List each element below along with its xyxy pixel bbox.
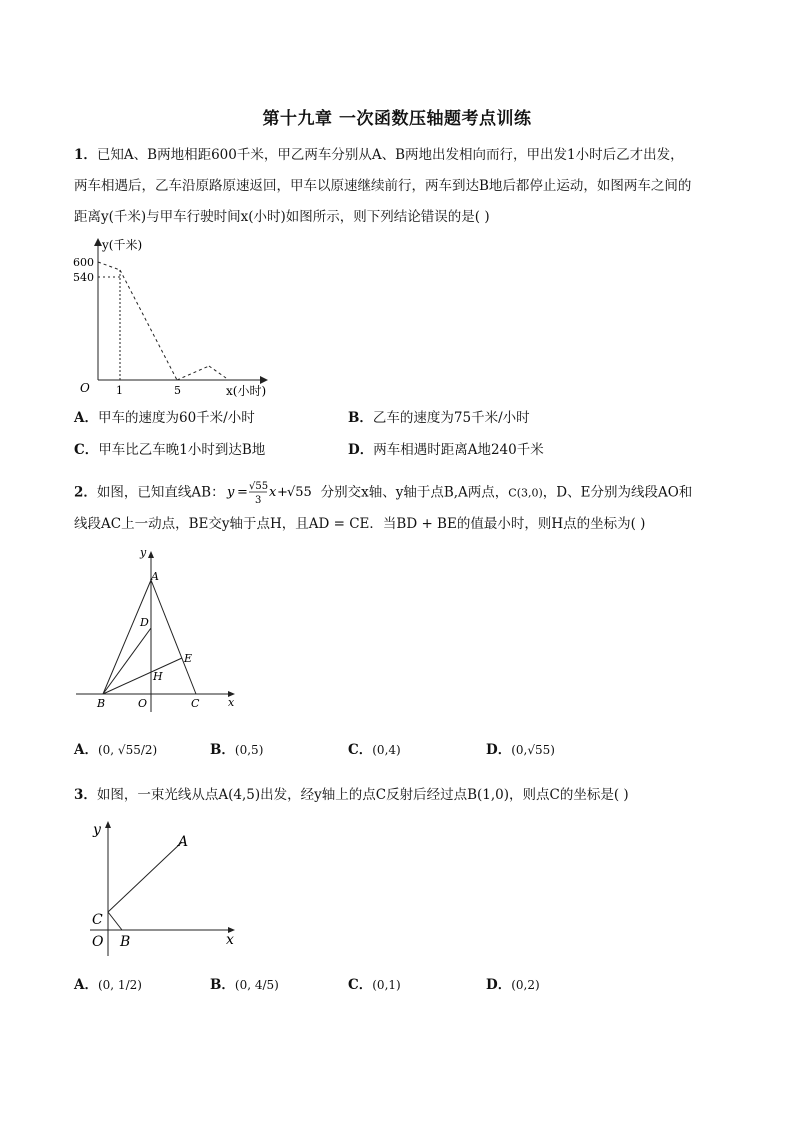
q3-y-arrow	[105, 821, 111, 828]
page-title: 第十九章 一次函数压轴题考点训练	[262, 109, 532, 129]
option-text: (0, 4/5)	[234, 978, 279, 992]
option-label: B．	[348, 410, 373, 426]
q2-option-c[interactable]	[348, 740, 401, 760]
q1-graph	[70, 232, 280, 404]
q1-segment-1	[98, 262, 120, 270]
q3-option-a[interactable]	[74, 975, 142, 995]
option-label: C．	[348, 742, 373, 758]
q1-x-arrow	[260, 376, 268, 384]
q2-number: 2．	[74, 484, 97, 501]
q3-label-a: A	[178, 834, 189, 850]
q1-number: 1．	[74, 147, 97, 163]
q3-ray-ca	[108, 842, 182, 912]
option-text: (0,4)	[372, 743, 401, 757]
option-label: C．	[348, 977, 373, 993]
q3-figure	[86, 816, 246, 958]
option-text: 甲车的速度为60千米/小时	[97, 410, 255, 426]
option-label: B．	[210, 977, 235, 993]
q2-y-arrow	[148, 551, 154, 558]
option-text: 甲车比乙车晚1小时到达B地	[98, 442, 266, 458]
svg-text:√55: √55	[286, 485, 312, 500]
q1-y-label: y(千米)	[102, 238, 143, 252]
q2-option-a[interactable]	[74, 740, 157, 760]
q1-line2: 两车相遇后，乙车沿原路原速返回，甲车以原速继续前行，两车到达B地后都停止运动，如图两车之间的	[74, 178, 692, 194]
q1-segment-2	[120, 270, 177, 380]
option-label: B．	[210, 742, 235, 758]
svg-text:y: y	[226, 485, 234, 500]
q2-x-label: x	[228, 696, 235, 709]
svg-text:=: =	[236, 485, 248, 500]
q3-text-1: 如图，一束光线从点A(4,5)出发，经y轴上的点C反射后经过点B(1,0)，则点C的坐标是( )	[96, 787, 629, 803]
q2-option-d[interactable]	[486, 740, 555, 760]
q3-label-o: O	[92, 934, 104, 950]
q1-segment-4	[209, 366, 226, 378]
option-label: C．	[74, 442, 99, 458]
q2-figure	[70, 544, 245, 714]
q1-y-arrow	[94, 238, 102, 246]
svg-text:3: 3	[254, 495, 261, 506]
q2-label-h: H	[153, 670, 163, 683]
q1-segment-3	[177, 366, 209, 380]
option-text: (0,1)	[372, 978, 401, 992]
option-label: A．	[74, 410, 98, 426]
q1-xtick-1: 1	[116, 384, 123, 397]
q2-label-c: C	[191, 697, 200, 710]
svg-text:+: +	[276, 485, 288, 500]
q1-ytick-540: 540	[73, 271, 94, 284]
q2-y-label: y	[140, 546, 147, 559]
q2-label-e: E	[184, 652, 193, 665]
q2-label-o: O	[138, 697, 148, 710]
q3-label-b: B	[120, 934, 131, 950]
q1-origin: O	[80, 381, 90, 395]
q2-label-d: D	[140, 616, 149, 629]
option-label: A．	[74, 977, 98, 993]
q1-xtick-5: 5	[174, 384, 181, 397]
q3-option-d[interactable]	[486, 975, 540, 995]
q3-option-c[interactable]	[348, 975, 401, 995]
q2-equation	[225, 478, 321, 508]
q1-line1	[74, 145, 684, 165]
svg-text:x: x	[268, 485, 276, 500]
q2-line2: 线段AC上一动点，BE交y轴于点H，且AD = CE．当BD + BE的值最小时，则H点的坐标为( )	[74, 516, 646, 532]
q1-text-1: 已知A、B两地相距600千米，甲乙两车分别从A、B两地出发相向而行，甲出发1小时后乙才出发，	[96, 147, 684, 163]
option-text: (0, √55/2)	[97, 743, 158, 757]
option-label: D．	[486, 742, 512, 758]
q1-ytick-600: 600	[73, 256, 94, 269]
svg-text:√55: √55	[248, 481, 268, 492]
q2-text-1a: 如图，已知直线AB：	[96, 484, 225, 501]
option-text: (0,5)	[234, 743, 264, 757]
option-label: A．	[74, 742, 98, 758]
option-label: D．	[348, 442, 374, 458]
option-label: D．	[486, 977, 512, 993]
q1-line3: 距离y(千米)与甲车行驶时间x(小时)如图所示，则下列结论错误的是( )	[74, 209, 490, 225]
q1-option-d[interactable]	[348, 440, 544, 460]
q1-option-b[interactable]	[348, 408, 530, 428]
q3-y-label: y	[93, 822, 101, 838]
option-text: (0, 1/2)	[97, 978, 142, 992]
option-text: (0,√55)	[511, 743, 555, 757]
option-text: 两车相遇时距离A地240千米	[373, 442, 544, 458]
q3-number: 3．	[74, 787, 97, 803]
q2-label-b: B	[97, 697, 106, 710]
q2-line-ab	[103, 580, 151, 694]
q1-option-c[interactable]	[74, 440, 265, 460]
q2-line-be	[103, 658, 182, 694]
q3-x-label: x	[226, 932, 234, 948]
q3-option-b[interactable]	[210, 975, 279, 995]
q2-text-1b: 分别交x轴、y轴于点B,A两点，	[320, 484, 509, 501]
q2-point-c: C(3,0)	[508, 486, 543, 500]
q3-line1	[74, 785, 629, 805]
q2-option-b[interactable]	[210, 740, 263, 760]
option-text: (0,2)	[511, 978, 540, 992]
q3-ray-cb	[108, 912, 122, 930]
q2-text-1d: ，D、E分别为线段AO和	[542, 484, 693, 501]
q2-line1	[74, 478, 692, 508]
option-text: 乙车的速度为75千米/小时	[372, 410, 530, 426]
q1-option-a[interactable]	[74, 408, 255, 428]
q1-x-label: x(小时)	[226, 384, 267, 398]
q2-label-a: A	[151, 570, 159, 583]
q3-label-c: C	[92, 912, 103, 928]
